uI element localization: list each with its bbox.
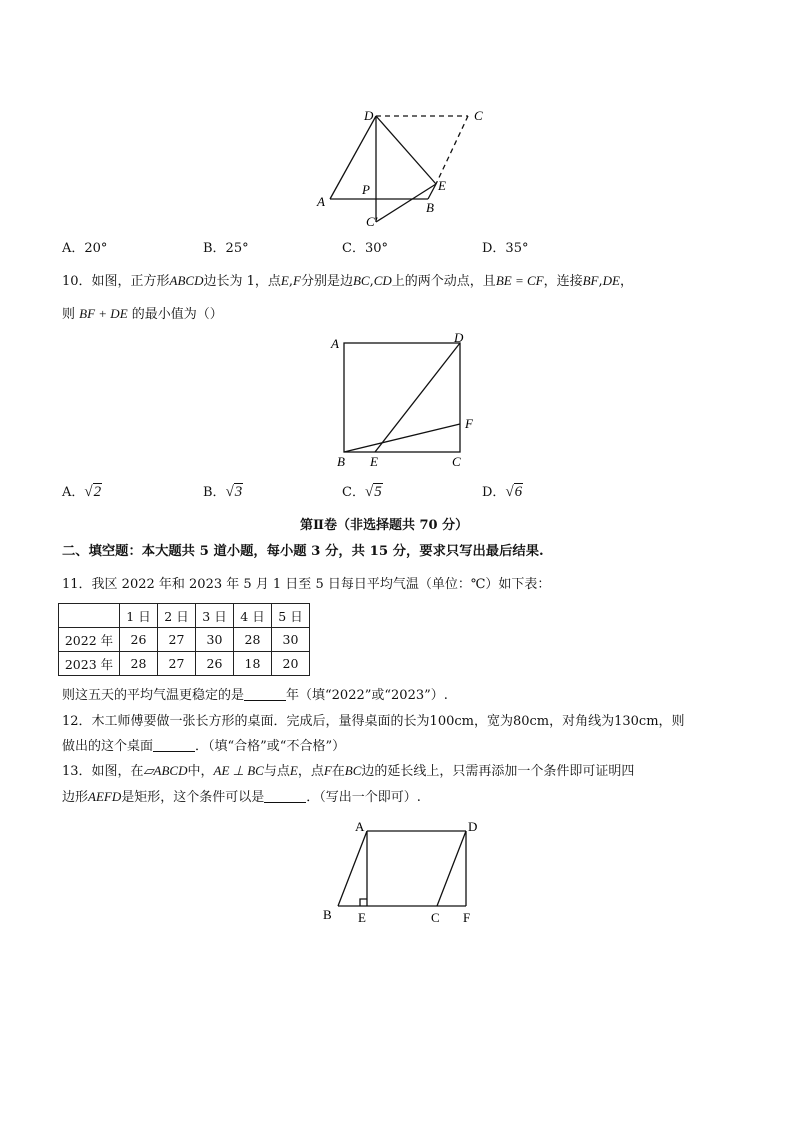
q12-question-line2: 做出的这个桌面 ．（填“合格”或“不合格”） xyxy=(62,739,346,754)
q10-option-a: A．√2 xyxy=(62,484,102,500)
table-cell: 27 xyxy=(158,652,196,676)
table-cell: 30 xyxy=(272,628,310,652)
table-header-cell: 5 日 xyxy=(272,604,310,628)
q9-option-d: D．35° xyxy=(482,241,529,256)
table-header-cell: 3 日 xyxy=(196,604,234,628)
table-cell: 26 xyxy=(120,628,158,652)
table-cell: 26 xyxy=(196,652,234,676)
section-heading: 二、填空题：本大题共 5 道小题，每小题 3 分，共 15 分，要求只写出最后结果. xyxy=(62,544,544,559)
q9-label-C: C xyxy=(474,108,483,123)
q9-label-E: E xyxy=(438,178,446,193)
q13-figure xyxy=(315,815,490,930)
q10-label-E: E xyxy=(370,454,378,469)
table-row-label: 2022 年 xyxy=(59,628,120,652)
q9-label-A: A xyxy=(317,194,325,209)
q11-answer-blank[interactable] xyxy=(244,688,286,701)
q10-question-line2: 则 BF + DE 的最小值为（） xyxy=(62,306,223,322)
table-header-cell: 2 日 xyxy=(158,604,196,628)
q9-option-c: C．30° xyxy=(342,241,388,256)
q13-label-A: A xyxy=(355,819,365,834)
q11-temperature-table xyxy=(58,603,310,676)
q13-label-B: B xyxy=(323,907,332,922)
q9-figure xyxy=(300,100,500,230)
table-row xyxy=(59,652,310,676)
q9-label-B: B xyxy=(426,200,434,215)
q10-option-d: D．√6 xyxy=(482,484,523,500)
q12-answer-blank[interactable] xyxy=(153,739,195,752)
q13-label-E: E xyxy=(358,910,366,925)
table-cell xyxy=(59,604,120,628)
table-cell: 20 xyxy=(272,652,310,676)
q9-option-a: A．20° xyxy=(62,241,108,256)
q10-option-c: C．√5 xyxy=(342,484,382,500)
table-cell: 30 xyxy=(196,628,234,652)
q13-answer-blank[interactable] xyxy=(264,790,306,803)
table-row xyxy=(59,628,310,652)
table-row xyxy=(59,604,310,628)
q13-question-line1: 13．如图，在▱ABCD中，AE ⊥ BC与点E，点F在BC边的延长线上，只需再添加一个条件即可证明四 xyxy=(62,763,635,779)
q10-question-line1: 10．如图，正方形ABCD边长为 1，点E,F分别是边BC,CD上的两个动点，且BE = CF，连接BF,DE， xyxy=(62,273,633,289)
q10-label-D: D xyxy=(454,330,464,345)
q11-answer-line: 则这五天的平均气温更稳定的是 年（填“2022”或“2023”）. xyxy=(62,688,448,703)
q13-label-D: D xyxy=(468,819,478,834)
q10-figure xyxy=(325,330,485,470)
q13-question-line2: 边形AEFD是矩形，这个条件可以是 ．（写出一个即可）. xyxy=(62,789,421,805)
q9-label-P: P xyxy=(362,182,370,197)
section-title: 第Ⅱ卷（非选择题共 70 分） xyxy=(300,518,469,533)
q11-question: 11．我区 2022 年和 2023 年 5 月 1 日至 5 日每日平均气温（单位：℃）如下表： xyxy=(62,577,551,592)
q10-label-A: A xyxy=(331,336,339,351)
q10-label-B: B xyxy=(337,454,345,469)
table-cell: 18 xyxy=(234,652,272,676)
table-cell: 28 xyxy=(234,628,272,652)
table-cell: 28 xyxy=(120,652,158,676)
q9-label-Cprime: C′ xyxy=(366,214,378,229)
q9-label-D: D xyxy=(364,108,374,123)
table-header-cell: 1 日 xyxy=(120,604,158,628)
table-cell: 27 xyxy=(158,628,196,652)
q10-option-b: B．√3 xyxy=(203,484,243,500)
q13-label-F: F xyxy=(463,910,471,925)
table-header-cell: 4 日 xyxy=(234,604,272,628)
table-row-label: 2023 年 xyxy=(59,652,120,676)
q12-question-line1: 12．木工师傅要做一张长方形的桌面．完成后，量得桌面的长为100cm，宽为80cm，对角线为130cm，则 xyxy=(62,714,685,729)
q10-label-C: C xyxy=(452,454,461,469)
q10-label-F: F xyxy=(465,416,473,431)
q9-option-b: B．25° xyxy=(203,241,249,256)
q13-label-C: C xyxy=(431,910,440,925)
